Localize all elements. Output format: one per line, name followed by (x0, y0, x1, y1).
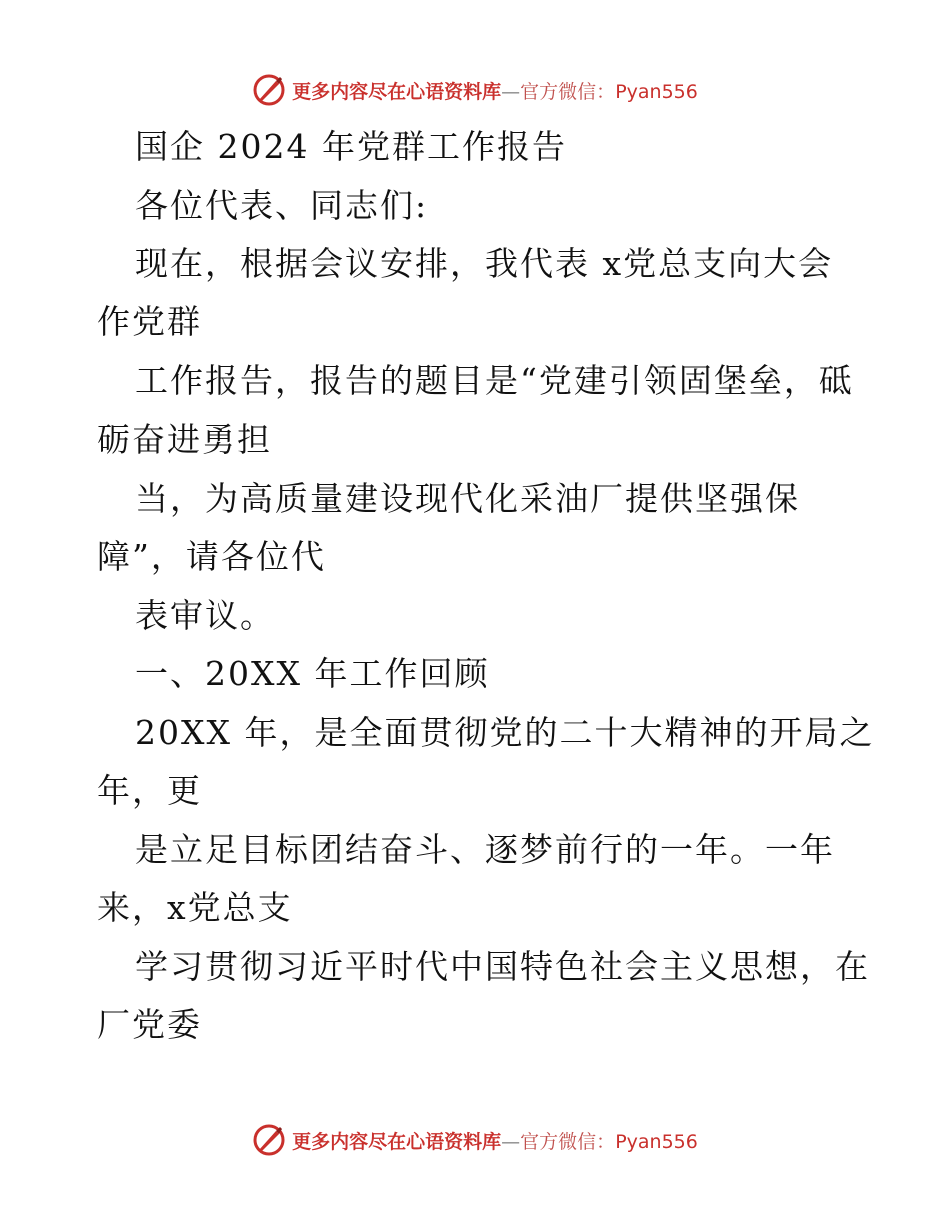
paragraph-line: 当，为高质量建设现代化采油厂提供坚强保 (135, 479, 800, 518)
salutation-line: 各位代表、同志们: (135, 186, 429, 225)
footer-watermark (0, 1120, 950, 1160)
watermark-id: Pyan556 (615, 80, 698, 103)
section-heading: 一、20XX 年工作回顾 (135, 654, 490, 693)
paragraph-line: 砺奋进勇担 (97, 420, 272, 459)
paragraph-line: 年，更 (97, 771, 202, 810)
watermark-id: Pyan556 (615, 1130, 698, 1153)
paragraph-line: 厂党委 (97, 1005, 202, 1044)
paragraph-line: 学习贯彻习近平时代中国特色社会主义思想，在 (135, 947, 870, 986)
paragraph-line: 20XX 年，是全面贯彻党的二十大精神的开局之 (135, 713, 875, 752)
paragraph-line: 现在，根据会议安排，我代表 x党总支向大会 (135, 244, 834, 283)
document-title: 国企 2024 年党群工作报告 (135, 127, 567, 166)
paragraph-line: 表审议。 (135, 596, 275, 635)
paragraph-line: 作党群 (97, 302, 202, 341)
watermark-label: 官方微信： (520, 1130, 616, 1153)
paragraph-line: 障”，请各位代 (97, 537, 326, 576)
paragraph-line: 工作报告，报告的题目是“党建引领固堡垒，砥 (135, 361, 854, 400)
watermark-main: 更多内容尽在心语资料库 (292, 1130, 502, 1153)
quill-logo-icon (252, 1123, 286, 1157)
watermark-text (292, 1127, 698, 1154)
watermark-dash: — (501, 1130, 521, 1153)
watermark-label: 官方微信： (520, 80, 616, 103)
paragraph-line: 是立足目标团结奋斗、逐梦前行的一年。一年 (135, 830, 835, 869)
paragraph-line: 来，x党总支 (97, 888, 293, 927)
watermark-dash: — (501, 80, 521, 103)
watermark-main: 更多内容尽在心语资料库 (292, 80, 502, 103)
